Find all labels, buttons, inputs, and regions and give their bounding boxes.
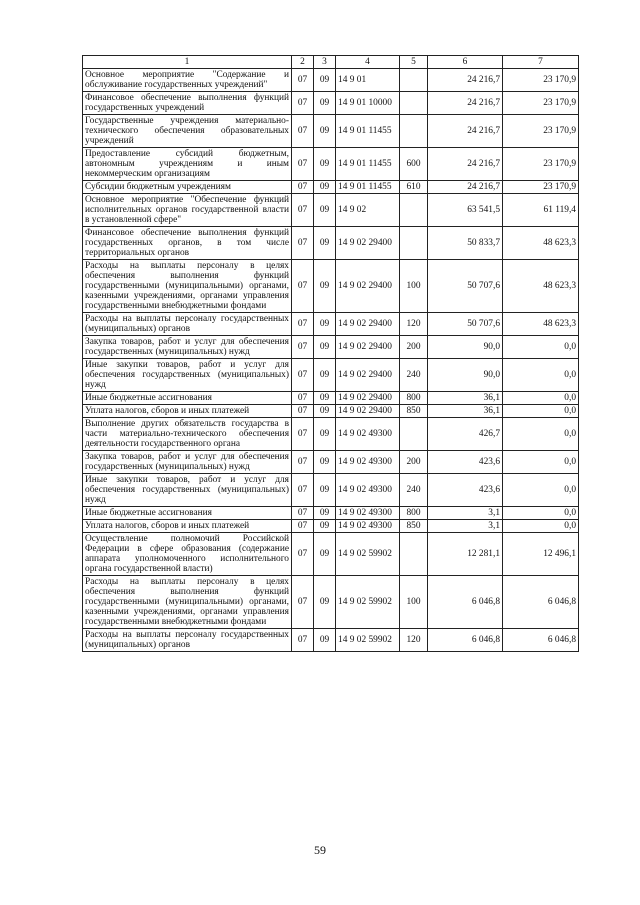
row-target-code: 14 9 01 11455 <box>336 115 400 148</box>
row-amount-1: 36,1 <box>428 392 503 405</box>
header-col-1: 1 <box>83 56 292 69</box>
table-row <box>83 148 579 181</box>
row-amount-1: 423,6 <box>428 474 503 507</box>
row-section: 07 <box>292 227 314 260</box>
row-expense-type <box>400 194 428 227</box>
table-row <box>83 194 579 227</box>
row-amount-2: 0,0 <box>503 405 579 418</box>
row-expense-type: 610 <box>400 181 428 194</box>
header-col-3: 3 <box>314 56 336 69</box>
row-amount-2: 0,0 <box>503 359 579 392</box>
row-section: 07 <box>292 359 314 392</box>
row-subsection: 09 <box>314 115 336 148</box>
row-amount-2: 48 623,3 <box>503 313 579 336</box>
table-row <box>83 520 579 533</box>
row-target-code: 14 9 02 29400 <box>336 405 400 418</box>
row-name: Иные бюджетные ассигнования <box>83 392 292 405</box>
row-amount-1: 12 281,1 <box>428 533 503 576</box>
row-target-code: 14 9 02 59902 <box>336 576 400 629</box>
row-expense-type: 850 <box>400 520 428 533</box>
row-subsection: 09 <box>314 418 336 451</box>
row-amount-1: 50 707,6 <box>428 260 503 313</box>
header-col-2: 2 <box>292 56 314 69</box>
row-target-code: 14 9 02 59902 <box>336 629 400 652</box>
row-amount-1: 423,6 <box>428 451 503 474</box>
row-amount-2: 0,0 <box>503 474 579 507</box>
row-subsection: 09 <box>314 451 336 474</box>
row-expense-type: 800 <box>400 392 428 405</box>
row-name: Расходы на выплаты персоналу в целях обеспечения выполнения функций государственными (муниципальными) органами, казенными учреждениями, органами управления государственными внебюджетными фондами <box>83 576 292 629</box>
header-row <box>83 56 579 69</box>
row-section: 07 <box>292 69 314 92</box>
row-subsection: 09 <box>314 474 336 507</box>
row-expense-type: 850 <box>400 405 428 418</box>
row-section: 07 <box>292 418 314 451</box>
row-amount-1: 3,1 <box>428 520 503 533</box>
row-target-code: 14 9 02 49300 <box>336 507 400 520</box>
row-expense-type: 600 <box>400 148 428 181</box>
row-subsection: 09 <box>314 520 336 533</box>
row-name: Уплата налогов, сборов и иных платежей <box>83 520 292 533</box>
row-target-code: 14 9 01 11455 <box>336 181 400 194</box>
row-target-code: 14 9 02 49300 <box>336 520 400 533</box>
row-expense-type <box>400 115 428 148</box>
row-amount-1: 90,0 <box>428 336 503 359</box>
row-target-code: 14 9 02 <box>336 194 400 227</box>
row-target-code: 14 9 01 10000 <box>336 92 400 115</box>
row-amount-2: 61 119,4 <box>503 194 579 227</box>
row-subsection: 09 <box>314 313 336 336</box>
table-row <box>83 392 579 405</box>
row-target-code: 14 9 01 <box>336 69 400 92</box>
row-name: Расходы на выплаты персоналу государственных (муниципальных) органов <box>83 313 292 336</box>
row-amount-1: 36,1 <box>428 405 503 418</box>
row-amount-2: 23 170,9 <box>503 69 579 92</box>
row-expense-type <box>400 227 428 260</box>
header-col-5: 5 <box>400 56 428 69</box>
table-body <box>83 69 579 652</box>
table-header <box>83 56 579 69</box>
row-section: 07 <box>292 576 314 629</box>
table-row <box>83 418 579 451</box>
row-amount-2: 6 046,8 <box>503 576 579 629</box>
row-expense-type: 100 <box>400 260 428 313</box>
row-expense-type <box>400 69 428 92</box>
row-amount-2: 12 496,1 <box>503 533 579 576</box>
row-target-code: 14 9 02 49300 <box>336 474 400 507</box>
row-name: Иные закупки товаров, работ и услуг для обеспечения государственных (муниципальных) нужд <box>83 474 292 507</box>
row-amount-1: 63 541,5 <box>428 194 503 227</box>
row-name: Субсидии бюджетным учреждениям <box>83 181 292 194</box>
table-row <box>83 336 579 359</box>
row-expense-type: 240 <box>400 359 428 392</box>
table-row <box>83 92 579 115</box>
row-subsection: 09 <box>314 392 336 405</box>
table-row <box>83 313 579 336</box>
row-subsection: 09 <box>314 359 336 392</box>
row-subsection: 09 <box>314 69 336 92</box>
row-amount-1: 24 216,7 <box>428 69 503 92</box>
table-row <box>83 629 579 652</box>
row-target-code: 14 9 02 29400 <box>336 313 400 336</box>
row-section: 07 <box>292 181 314 194</box>
row-target-code: 14 9 02 29400 <box>336 260 400 313</box>
row-amount-2: 23 170,9 <box>503 92 579 115</box>
row-expense-type <box>400 92 428 115</box>
row-section: 07 <box>292 392 314 405</box>
row-name: Уплата налогов, сборов и иных платежей <box>83 405 292 418</box>
row-name: Финансовое обеспечение выполнения функций государственных органов, в том числе территориальных органов <box>83 227 292 260</box>
table-row <box>83 451 579 474</box>
row-amount-2: 23 170,9 <box>503 148 579 181</box>
row-target-code: 14 9 02 59902 <box>336 533 400 576</box>
row-name: Финансовое обеспечение выполнения функций государственных учреждений <box>83 92 292 115</box>
row-name: Государственные учреждения материально-технического обеспечения образовательных учреждений <box>83 115 292 148</box>
row-name: Закупка товаров, работ и услуг для обеспечения государственных (муниципальных) нужд <box>83 451 292 474</box>
table-row <box>83 227 579 260</box>
row-expense-type <box>400 533 428 576</box>
row-section: 07 <box>292 451 314 474</box>
row-section: 07 <box>292 336 314 359</box>
table-row <box>83 474 579 507</box>
row-amount-1: 50 707,6 <box>428 313 503 336</box>
row-amount-1: 24 216,7 <box>428 181 503 194</box>
row-name: Расходы на выплаты персоналу государственных (муниципальных) органов <box>83 629 292 652</box>
header-col-7: 7 <box>503 56 579 69</box>
row-amount-2: 0,0 <box>503 418 579 451</box>
header-col-6: 6 <box>428 56 503 69</box>
row-section: 07 <box>292 148 314 181</box>
row-subsection: 09 <box>314 227 336 260</box>
row-section: 07 <box>292 92 314 115</box>
row-subsection: 09 <box>314 194 336 227</box>
row-target-code: 14 9 01 11455 <box>336 148 400 181</box>
row-expense-type: 120 <box>400 629 428 652</box>
table-row <box>83 181 579 194</box>
row-amount-2: 23 170,9 <box>503 181 579 194</box>
row-amount-2: 0,0 <box>503 507 579 520</box>
row-amount-2: 0,0 <box>503 392 579 405</box>
row-amount-1: 6 046,8 <box>428 576 503 629</box>
row-subsection: 09 <box>314 336 336 359</box>
row-target-code: 14 9 02 29400 <box>336 359 400 392</box>
row-name: Закупка товаров, работ и услуг для обеспечения государственных (муниципальных) нужд <box>83 336 292 359</box>
row-name: Осуществление полномочий Российской Федерации в сфере образования (содержание аппарата уполномоченного исполнительного органа государственной власти) <box>83 533 292 576</box>
table-row <box>83 359 579 392</box>
row-target-code: 14 9 02 49300 <box>336 451 400 474</box>
table-row <box>83 69 579 92</box>
table-row <box>83 576 579 629</box>
row-amount-1: 24 216,7 <box>428 115 503 148</box>
row-amount-2: 0,0 <box>503 336 579 359</box>
row-section: 07 <box>292 313 314 336</box>
row-target-code: 14 9 02 29400 <box>336 227 400 260</box>
row-amount-1: 24 216,7 <box>428 148 503 181</box>
row-name: Основное мероприятие "Обеспечение функций исполнительных органов государственной власти в установленной сфере" <box>83 194 292 227</box>
table-row <box>83 115 579 148</box>
row-target-code: 14 9 02 29400 <box>336 336 400 359</box>
row-name: Иные закупки товаров, работ и услуг для обеспечения государственных (муниципальных) нужд <box>83 359 292 392</box>
row-amount-2: 6 046,8 <box>503 629 579 652</box>
row-amount-1: 6 046,8 <box>428 629 503 652</box>
row-subsection: 09 <box>314 148 336 181</box>
row-expense-type: 100 <box>400 576 428 629</box>
row-expense-type: 800 <box>400 507 428 520</box>
row-amount-1: 90,0 <box>428 359 503 392</box>
row-section: 07 <box>292 520 314 533</box>
row-section: 07 <box>292 405 314 418</box>
table-row <box>83 405 579 418</box>
row-section: 07 <box>292 533 314 576</box>
row-amount-2: 48 623,3 <box>503 260 579 313</box>
row-expense-type: 120 <box>400 313 428 336</box>
row-subsection: 09 <box>314 507 336 520</box>
row-subsection: 09 <box>314 629 336 652</box>
row-amount-1: 426,7 <box>428 418 503 451</box>
row-name: Выполнение других обязательств государства в части материально-технического обеспечения деятельности государственного органа <box>83 418 292 451</box>
table-row <box>83 507 579 520</box>
row-section: 07 <box>292 115 314 148</box>
row-expense-type: 200 <box>400 336 428 359</box>
row-name: Основное мероприятие "Содержание и обслуживание государственных учреждений" <box>83 69 292 92</box>
table-row <box>83 260 579 313</box>
budget-table <box>82 55 579 652</box>
row-amount-2: 0,0 <box>503 520 579 533</box>
row-subsection: 09 <box>314 260 336 313</box>
row-amount-2: 23 170,9 <box>503 115 579 148</box>
page-number: 59 <box>314 843 326 857</box>
row-expense-type <box>400 418 428 451</box>
row-amount-2: 0,0 <box>503 451 579 474</box>
row-subsection: 09 <box>314 92 336 115</box>
row-name: Предоставление субсидий бюджетным, автономным учреждениям и иным некоммерческим организациям <box>83 148 292 181</box>
row-amount-2: 48 623,3 <box>503 227 579 260</box>
row-subsection: 09 <box>314 405 336 418</box>
row-expense-type: 240 <box>400 474 428 507</box>
row-section: 07 <box>292 260 314 313</box>
row-target-code: 14 9 02 29400 <box>336 392 400 405</box>
row-name: Иные бюджетные ассигнования <box>83 507 292 520</box>
row-amount-1: 50 833,7 <box>428 227 503 260</box>
row-expense-type: 200 <box>400 451 428 474</box>
row-name: Расходы на выплаты персоналу в целях обеспечения выполнения функций государственными (муниципальными) органами, казенными учреждениями, органами управления государственными внебюджетными фондами <box>83 260 292 313</box>
row-target-code: 14 9 02 49300 <box>336 418 400 451</box>
row-subsection: 09 <box>314 533 336 576</box>
row-section: 07 <box>292 629 314 652</box>
table-row <box>83 533 579 576</box>
row-section: 07 <box>292 194 314 227</box>
row-subsection: 09 <box>314 181 336 194</box>
row-section: 07 <box>292 507 314 520</box>
row-amount-1: 24 216,7 <box>428 92 503 115</box>
row-subsection: 09 <box>314 576 336 629</box>
row-amount-1: 3,1 <box>428 507 503 520</box>
header-col-4: 4 <box>336 56 400 69</box>
row-section: 07 <box>292 474 314 507</box>
